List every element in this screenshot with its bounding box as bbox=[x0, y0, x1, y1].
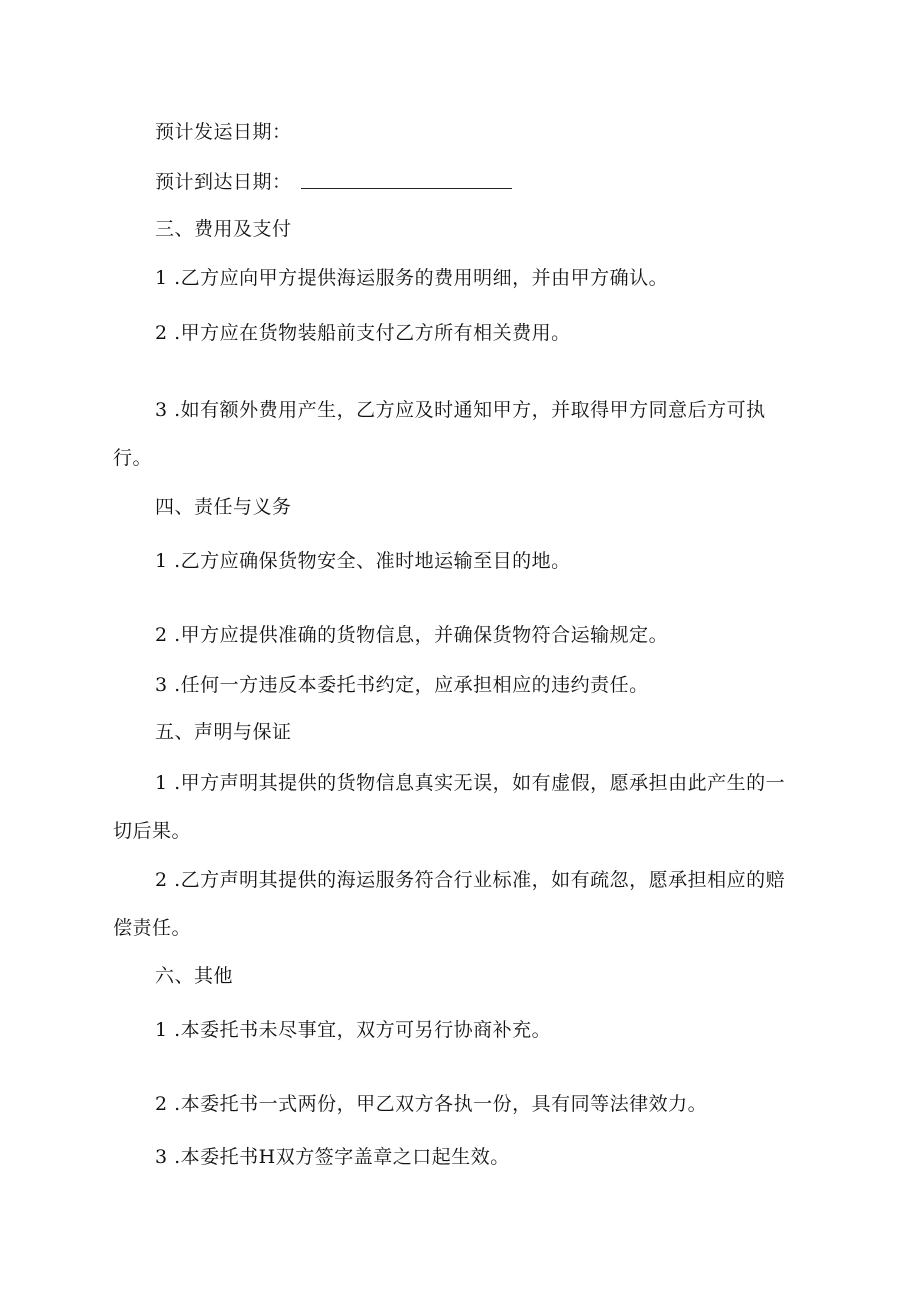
section-3-item-3: 3 .如有额外费用产生，乙方应及时通知甲方，并取得甲方同意后方可执 bbox=[155, 399, 766, 421]
section-4-heading: 四、责任与义务 bbox=[155, 496, 292, 518]
section-4-item-3: 3 .任何一方违反本委托书约定，应承担相应的违约责任。 bbox=[155, 674, 649, 696]
departure-date-label: 预计发运日期： bbox=[155, 121, 292, 143]
section-6-item-2: 2 .本委托书一式两份，甲乙双方各执一份，具有同等法律效力。 bbox=[155, 1093, 708, 1115]
section-6-item-3: 3 .本委托书H双方签字盖章之口起生效。 bbox=[155, 1146, 510, 1168]
section-3-item-2: 2 .甲方应在货物装船前支付乙方所有相关费用。 bbox=[155, 322, 571, 344]
section-6-item-1: 1 .本委托书未尽事宜，双方可另行协商补充。 bbox=[155, 1019, 552, 1041]
arrival-date-blank bbox=[301, 188, 512, 189]
section-3-item-1: 1 .乙方应向甲方提供海运服务的费用明细，并由甲方确认。 bbox=[155, 267, 669, 289]
section-3-heading: 三、费用及支付 bbox=[155, 218, 292, 240]
section-4-item-1: 1 .乙方应确保货物安全、准时地运输至目的地。 bbox=[155, 550, 571, 572]
section-5-item-1-cont: 切后果。 bbox=[113, 820, 192, 842]
section-5-item-2: 2 .乙方声明其提供的海运服务符合行业标准，如有疏忽，愿承担相应的赔 bbox=[155, 869, 786, 891]
section-5-item-1: 1 .甲方声明其提供的货物信息真实无误，如有虚假，愿承担由此产生的一 bbox=[155, 772, 786, 794]
section-5-heading: 五、声明与保证 bbox=[155, 721, 292, 743]
section-6-heading: 六、其他 bbox=[155, 965, 234, 987]
arrival-date-label: 预计到达日期： bbox=[155, 171, 292, 193]
section-5-item-2-cont: 偿责任。 bbox=[113, 917, 192, 939]
section-4-item-2: 2 .甲方应提供准确的货物信息，并确保货物符合运输规定。 bbox=[155, 624, 669, 646]
section-3-item-3-cont: 行。 bbox=[113, 447, 153, 469]
